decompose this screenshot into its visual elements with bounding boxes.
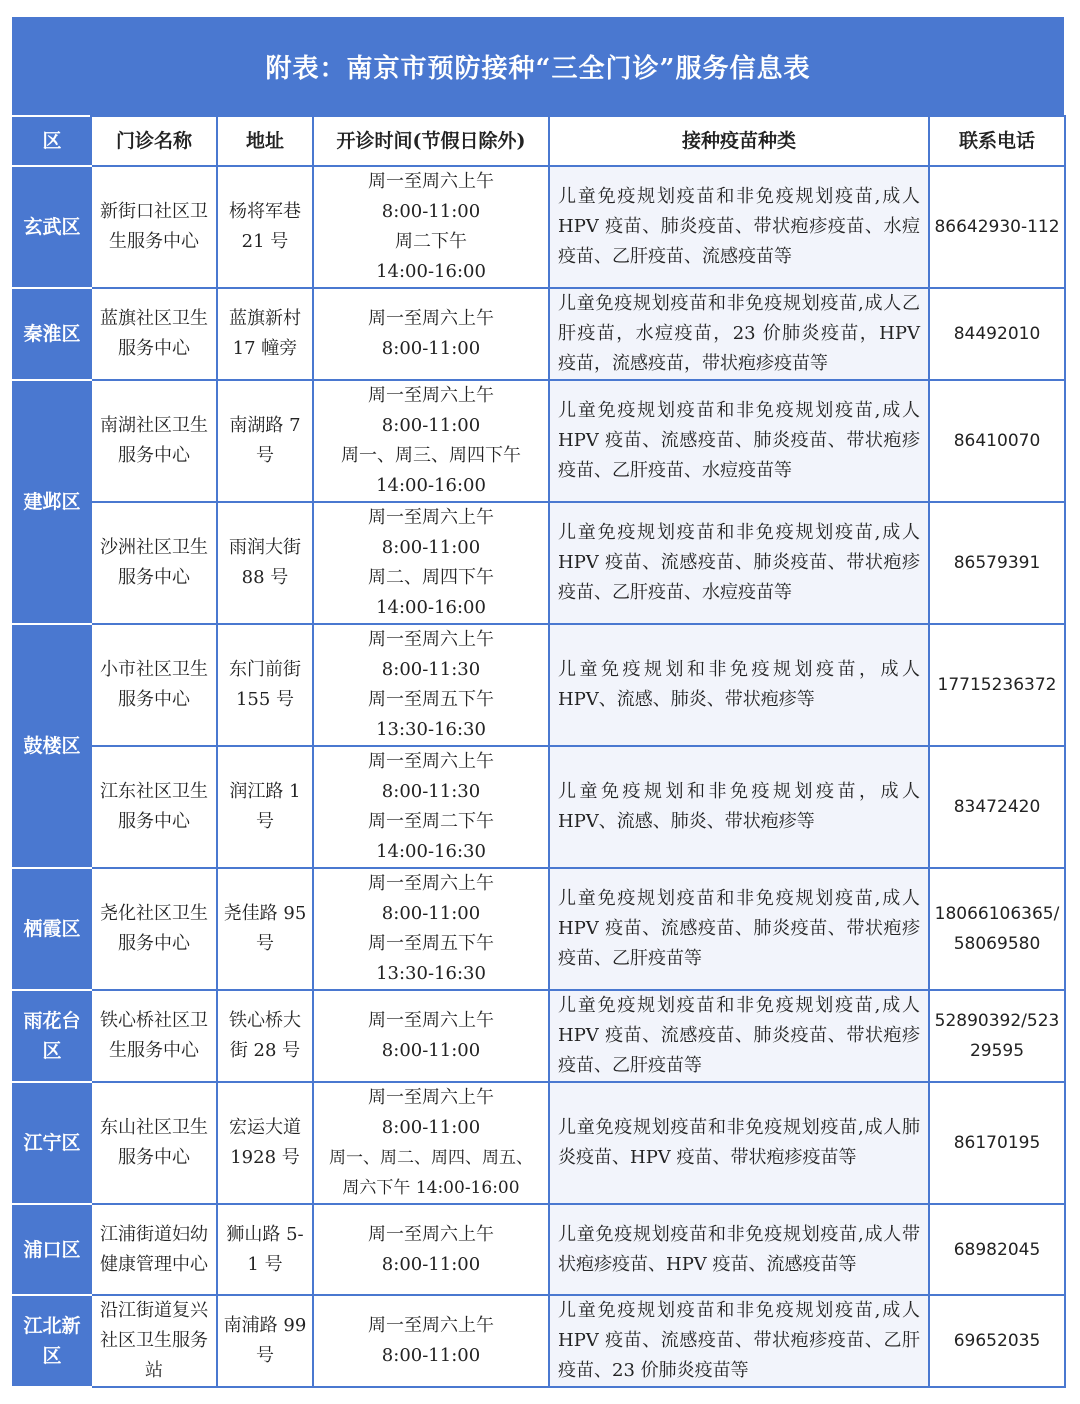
table-row <box>13 624 1065 746</box>
hours-line: 周一至周六上午 <box>368 507 494 528</box>
clinic-name: 东山社区卫生服务中心 <box>91 1082 217 1204</box>
document <box>12 17 1064 1388</box>
clinic-address: 狮山路 5-1 号 <box>217 1204 313 1295</box>
clinic-address: 蓝旗新村 17 幢旁 <box>217 288 313 380</box>
hours-line: 周二、周四下午 <box>368 567 494 588</box>
clinic-address: 润江路 1 号 <box>217 746 313 868</box>
clinic-name: 沙洲社区卫生服务中心 <box>91 502 217 624</box>
hours-line: 8:00-11:00 <box>381 338 481 359</box>
phone-number: 69652035 <box>929 1295 1065 1387</box>
clinic-address: 尧佳路 95 号 <box>217 868 313 990</box>
district-cell: 江宁区 <box>13 1082 91 1204</box>
hours-line: 周二下午 <box>395 231 467 252</box>
header-address: 地址 <box>217 116 313 166</box>
vaccine-types: 儿童免疫规划疫苗和非免疫规划疫苗,成人HPV 疫苗、流感疫苗、肺炎疫苗、带状疱疹疫苗、乙肝疫苗等 <box>549 990 929 1082</box>
clinic-hours <box>313 990 549 1082</box>
clinic-name: 南湖社区卫生服务中心 <box>91 380 217 502</box>
district-cell: 建邺区 <box>13 380 91 624</box>
header-hours: 开诊时间(节假日除外) <box>313 116 549 166</box>
vaccine-types: 儿童免疫规划疫苗和非免疫规划疫苗,成人HPV 疫苗、流感疫苗、肺炎疫苗、带状疱疹疫苗、乙肝疫苗、水痘疫苗等 <box>549 502 929 624</box>
table-row <box>13 380 1065 502</box>
clinic-name: 沿江街道复兴社区卫生服务站 <box>91 1295 217 1387</box>
hours-line: 周一至周六上午 <box>368 1010 494 1031</box>
clinic-hours <box>313 166 549 288</box>
table-header-row <box>13 116 1065 166</box>
hours-line: 8:00-11:00 <box>381 1117 481 1138</box>
table-row <box>13 1204 1065 1295</box>
clinic-hours <box>313 380 549 502</box>
clinic-address: 雨润大街 88 号 <box>217 502 313 624</box>
vaccine-types: 儿童免疫规划疫苗和非免疫规划疫苗,成人HPV 疫苗、肺炎疫苗、带状疱疹疫苗、水痘疫苗、乙肝疫苗、流感疫苗等 <box>549 166 929 288</box>
vaccine-types: 儿童免疫规划疫苗和非免疫规划疫苗,成人带状疱疹疫苗、HPV 疫苗、流感疫苗等 <box>549 1204 929 1295</box>
phone-number: 18066106365/58069580 <box>929 868 1065 990</box>
header-phone: 联系电话 <box>929 116 1065 166</box>
table-row <box>13 990 1065 1082</box>
district-cell: 玄武区 <box>13 166 91 288</box>
phone-number: 17715236372 <box>929 624 1065 746</box>
district-cell: 秦淮区 <box>13 288 91 380</box>
hours-line: 8:00-11:30 <box>381 781 481 802</box>
table-row <box>13 166 1065 288</box>
hours-line: 8:00-11:00 <box>381 1253 481 1275</box>
phone-number: 84492010 <box>929 288 1065 380</box>
clinic-address: 南湖路 7 号 <box>217 380 313 502</box>
page-title: 附表：南京市预防接种“三全门诊”服务信息表 <box>12 17 1064 115</box>
clinic-name: 铁心桥社区卫生服务中心 <box>91 990 217 1082</box>
table-row <box>13 868 1065 990</box>
clinic-hours <box>313 624 549 746</box>
hours-line: 周一至周六上午 <box>368 873 494 894</box>
hours-line: 8:00-11:00 <box>381 537 481 558</box>
table-row <box>13 746 1065 868</box>
hours-line: 周一至周五下午 <box>368 689 494 710</box>
clinic-name: 新街口社区卫生服务中心 <box>91 166 217 288</box>
district-cell: 雨花台区 <box>13 990 91 1082</box>
hours-line: 周一至周六上午 <box>368 629 494 650</box>
hours-line: 8:00-11:00 <box>381 1040 481 1061</box>
clinic-address: 东门前街 155 号 <box>217 624 313 746</box>
clinic-address: 铁心桥大街 28 号 <box>217 990 313 1082</box>
hours-line: 周一至周六上午 <box>368 1315 494 1336</box>
vaccine-types: 儿童免疫规划和非免疫规划疫苗，成人HPV、流感、肺炎、带状疱疹等 <box>549 624 929 746</box>
district-cell: 栖霞区 <box>13 868 91 990</box>
clinic-name: 江浦街道妇幼健康管理中心 <box>91 1204 217 1295</box>
hours-line: 8:00-11:30 <box>381 659 481 680</box>
clinic-address: 南浦路 99 号 <box>217 1295 313 1387</box>
vaccine-types: 儿童免疫规划和非免疫规划疫苗，成人HPV、流感、肺炎、带状疱疹等 <box>549 746 929 868</box>
table-row <box>13 288 1065 380</box>
hours-line: 周一至周二下午 <box>368 811 494 832</box>
hours-line: 周一至周五下午 <box>368 933 494 954</box>
header-vaccines: 接种疫苗种类 <box>549 116 929 166</box>
clinic-hours <box>313 1082 549 1204</box>
vaccine-types: 儿童免疫规划疫苗和非免疫规划疫苗,成人肺炎疫苗、HPV 疫苗、带状疱疹疫苗等 <box>549 1082 929 1204</box>
clinic-hours <box>313 746 549 868</box>
phone-number: 86170195 <box>929 1082 1065 1204</box>
hours-line: 14:00-16:00 <box>376 597 486 618</box>
vaccine-types: 儿童免疫规划疫苗和非免疫规划疫苗,成人HPV 疫苗、流感疫苗、肺炎疫苗、带状疱疹疫苗、乙肝疫苗等 <box>549 868 929 990</box>
hours-line: 周一、周二、周四、周五、 <box>329 1148 533 1168</box>
clinic-address: 宏运大道 1928 号 <box>217 1082 313 1204</box>
hours-line: 周一至周六上午 <box>368 171 494 192</box>
phone-number: 86642930-112 <box>929 166 1065 288</box>
header-clinic: 门诊名称 <box>91 116 217 166</box>
hours-line: 8:00-11:00 <box>381 1345 481 1366</box>
hours-line: 8:00-11:00 <box>381 903 481 924</box>
hours-line: 周六下午 14:00-16:00 <box>342 1178 520 1198</box>
hours-line: 周一、周三、周四下午 <box>341 445 521 466</box>
district-cell: 浦口区 <box>13 1204 91 1295</box>
clinic-hours <box>313 502 549 624</box>
clinic-address: 杨将军巷 21 号 <box>217 166 313 288</box>
phone-number: 68982045 <box>929 1204 1065 1295</box>
hours-line: 14:00-16:00 <box>376 475 486 496</box>
clinic-name: 蓝旗社区卫生服务中心 <box>91 288 217 380</box>
table-row <box>13 502 1065 624</box>
hours-line: 13:30-16:30 <box>376 719 486 740</box>
table-row <box>13 1082 1065 1204</box>
hours-line: 13:30-16:30 <box>376 963 486 984</box>
hours-line: 14:00-16:30 <box>376 841 486 862</box>
hours-line: 周一至周六上午 <box>368 1223 494 1245</box>
clinic-name: 江东社区卫生服务中心 <box>91 746 217 868</box>
phone-number: 52890392/52329595 <box>929 990 1065 1082</box>
district-cell: 鼓楼区 <box>13 624 91 868</box>
clinic-name: 尧化社区卫生服务中心 <box>91 868 217 990</box>
header-district: 区 <box>13 116 91 166</box>
hours-line: 周一至周六上午 <box>368 1087 494 1108</box>
clinic-hours <box>313 868 549 990</box>
phone-number: 86579391 <box>929 502 1065 624</box>
vaccine-types: 儿童免疫规划疫苗和非免疫规划疫苗,成人HPV 疫苗、流感疫苗、带状疱疹疫苗、乙肝疫苗、23 价肺炎疫苗等 <box>549 1295 929 1387</box>
clinic-hours <box>313 288 549 380</box>
clinic-name: 小市社区卫生服务中心 <box>91 624 217 746</box>
hours-line: 周一至周六上午 <box>368 751 494 772</box>
clinic-table <box>12 115 1066 1388</box>
hours-line: 8:00-11:00 <box>381 201 481 222</box>
hours-line: 8:00-11:00 <box>381 415 481 436</box>
hours-line: 14:00-16:00 <box>376 261 486 282</box>
hours-line: 周一至周六上午 <box>368 308 494 329</box>
phone-number: 83472420 <box>929 746 1065 868</box>
clinic-hours <box>313 1295 549 1387</box>
phone-number: 86410070 <box>929 380 1065 502</box>
clinic-hours <box>313 1204 549 1295</box>
vaccine-types: 儿童免疫规划疫苗和非免疫规划疫苗,成人乙肝疫苗，水痘疫苗，23 价肺炎疫苗，HPV 疫苗，流感疫苗，带状疱疹疫苗等 <box>549 288 929 380</box>
district-cell: 江北新区 <box>13 1295 91 1387</box>
hours-line: 周一至周六上午 <box>368 385 494 406</box>
table-row <box>13 1295 1065 1387</box>
vaccine-types: 儿童免疫规划疫苗和非免疫规划疫苗,成人HPV 疫苗、流感疫苗、肺炎疫苗、带状疱疹疫苗、乙肝疫苗、水痘疫苗等 <box>549 380 929 502</box>
